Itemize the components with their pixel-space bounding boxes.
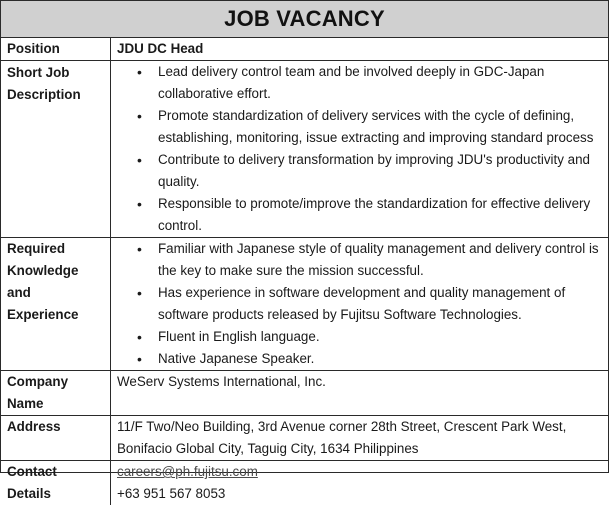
contact-cell — [111, 461, 609, 505]
short-job-row — [1, 61, 608, 238]
company-label: Company Name — [1, 371, 111, 416]
short-job-label: Short Job Description — [1, 61, 111, 238]
short-job-list — [117, 61, 602, 237]
position-row — [1, 38, 608, 61]
list-item: • Responsible to promote/improve the standardization for effective delivery control. — [158, 193, 602, 237]
short-job-cell — [111, 61, 609, 238]
list-item: • Promote standardization of delivery services with the cycle of defining, establishing, monitoring, issue extracting and improving standard process — [158, 105, 602, 149]
address-value: 11/F Two/Neo Building, 3rd Avenue corner 28th Street, Crescent Park West, Bonifacio Global City, Taguig City, 1634 Philippines — [111, 416, 609, 461]
required-list — [117, 238, 602, 370]
required-row — [1, 238, 608, 371]
position-value: JDU DC Head — [111, 38, 609, 61]
position-label: Position — [1, 38, 111, 61]
address-label: Address — [1, 416, 111, 461]
required-cell — [111, 238, 609, 371]
list-item: • Native Japanese Speaker. — [158, 348, 602, 370]
contact-label: Contact Details — [1, 461, 111, 505]
list-item: • Has experience in software development and quality management of software products released by Fujitsu Software Technologies. — [158, 282, 602, 326]
address-row — [1, 416, 608, 461]
email-link[interactable]: careers@ph.fujitsu.com — [117, 461, 602, 483]
list-item: • Lead delivery control team and be involved deeply in GDC-Japan collaborative effort. — [158, 61, 602, 105]
company-row — [1, 371, 608, 416]
company-value: WeServ Systems International, Inc. — [111, 371, 609, 416]
list-item: • Contribute to delivery transformation by improving JDU's productivity and quality. — [158, 149, 602, 193]
list-item: • Fluent in English language. — [158, 326, 602, 348]
contact-row — [1, 461, 608, 505]
vacancy-table — [1, 38, 608, 505]
list-item: • Familiar with Japanese style of quality management and delivery control is the key to make sure the mission successful. — [158, 238, 602, 282]
ad-title: JOB VACANCY — [1, 1, 608, 38]
phone-number: +63 951 567 8053 — [117, 483, 602, 505]
required-label: Required Knowledge and Experience — [1, 238, 111, 371]
